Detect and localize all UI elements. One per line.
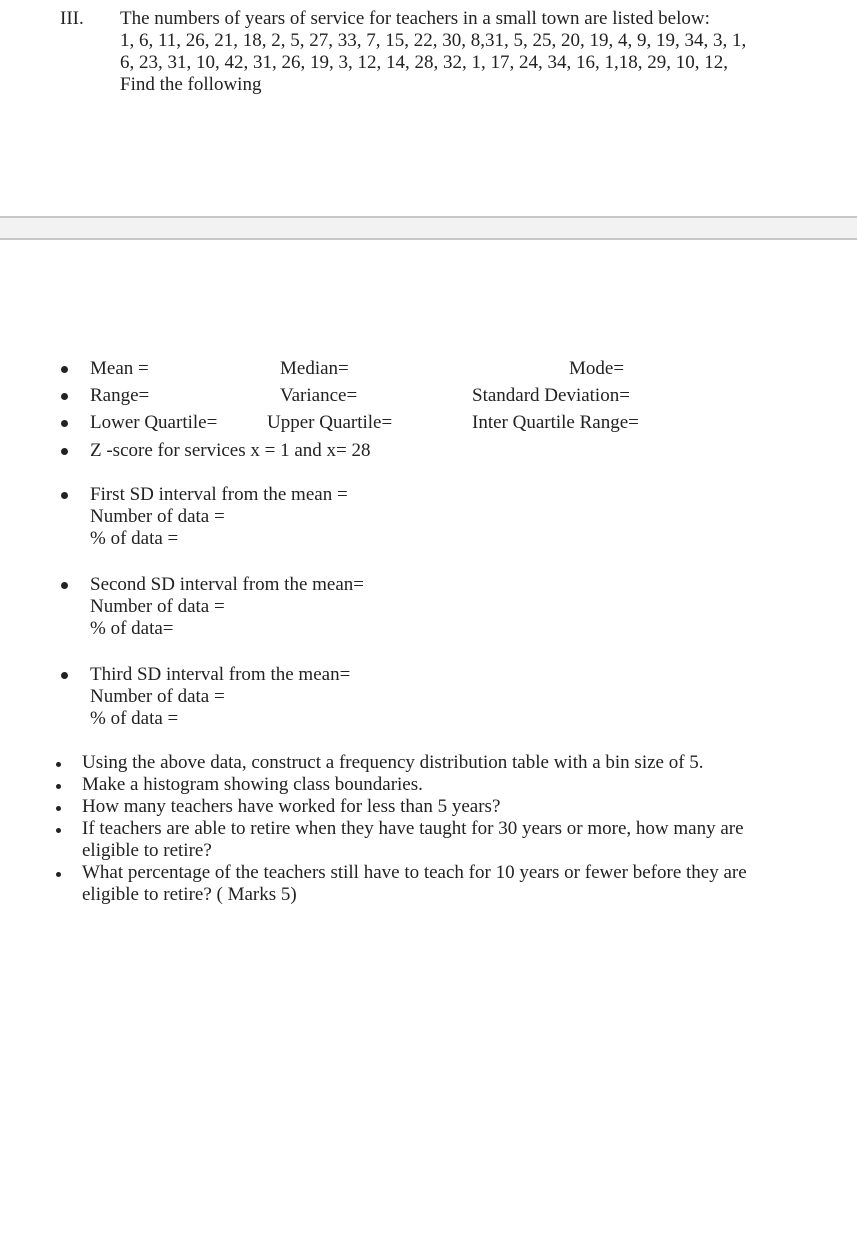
bullet-icon: [56, 806, 61, 811]
question-number: III.: [60, 8, 84, 29]
bullet-icon: [61, 366, 68, 373]
bullet-icon: [61, 582, 68, 589]
interval-1-percent: % of data =: [90, 528, 179, 549]
task-1-line-1: Using the above data, construct a frequency distribution table with a bin size of 5.: [82, 752, 704, 773]
interval-1-number: Number of data =: [90, 506, 225, 527]
interval-2-title: Second SD interval from the mean=: [90, 574, 365, 595]
question-line-4: Find the following: [120, 74, 262, 95]
bullet-icon: [56, 872, 61, 877]
task-4-line-1: If teachers are able to retire when they have taught for 30 years or more, how many are: [82, 818, 744, 839]
bullet-icon: [61, 492, 68, 499]
variance-label: Variance=: [280, 385, 358, 406]
interval-2-percent: % of data=: [90, 618, 174, 639]
question-line-2: 1, 6, 11, 26, 21, 18, 2, 5, 27, 33, 7, 15, 22, 30, 8,31, 5, 25, 20, 19, 4, 9, 19, 34, 3, 1,: [120, 30, 747, 51]
mode-label: Mode=: [569, 358, 625, 379]
lower-quartile-label: Lower Quartile=: [90, 412, 218, 433]
bullet-icon: [61, 448, 68, 455]
bullet-icon: [61, 420, 68, 427]
page-break: [0, 216, 857, 240]
range-label: Range=: [90, 385, 150, 406]
bullet-icon: [56, 828, 61, 833]
interval-3-number: Number of data =: [90, 686, 225, 707]
interval-3-percent: % of data =: [90, 708, 179, 729]
interval-2-number: Number of data =: [90, 596, 225, 617]
question-line-3: 6, 23, 31, 10, 42, 31, 26, 19, 3, 12, 14, 28, 32, 1, 17, 24, 34, 16, 1,18, 29, 10, 12,: [120, 52, 728, 73]
bullet-icon: [56, 784, 61, 789]
bullet-icon: [61, 672, 68, 679]
interval-3-title: Third SD interval from the mean=: [90, 664, 351, 685]
bullet-icon: [56, 762, 61, 767]
interval-1-title: First SD interval from the mean =: [90, 484, 348, 505]
task-3-line-1: How many teachers have worked for less than 5 years?: [82, 796, 501, 817]
upper-quartile-label: Upper Quartile=: [267, 412, 393, 433]
iqr-label: Inter Quartile Range=: [472, 412, 639, 433]
task-2-line-1: Make a histogram showing class boundaries.: [82, 774, 423, 795]
zscore-label: Z -score for services x = 1 and x= 28: [90, 440, 371, 461]
task-5-line-2: eligible to retire? ( Marks 5): [82, 884, 297, 905]
std-dev-label: Standard Deviation=: [472, 385, 630, 406]
question-line-1: The numbers of years of service for teachers in a small town are listed below:: [120, 8, 710, 29]
median-label: Median=: [280, 358, 349, 379]
bullet-icon: [61, 393, 68, 400]
mean-label: Mean =: [90, 358, 149, 379]
task-5-line-1: What percentage of the teachers still have to teach for 10 years or fewer before they are: [82, 862, 747, 883]
task-4-line-2: eligible to retire?: [82, 840, 212, 861]
